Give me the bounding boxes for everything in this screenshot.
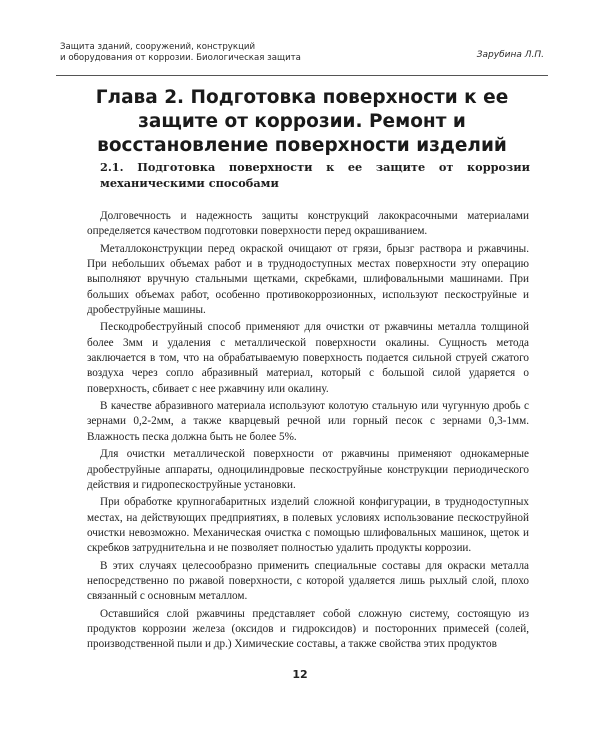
book-title-line-1: Защита зданий, сооружений, конструкций	[60, 42, 256, 52]
body-text	[87, 209, 529, 655]
header-divider	[56, 75, 548, 76]
book-title	[60, 42, 390, 64]
paragraph: В этих случаях целесообразно применить специальные составы для окраски металла непосредственно по ржавой поверхности, с которой удаляется лишь рыхлый слой, плохо связанный с основным металлом.	[87, 559, 529, 603]
paragraph: Оставшийся слой ржавчины представляет собой сложную систему, состоящую из продуктов коррозии железа (оксидов и гидроксидов) и посторонних примесей (солей, производственной пыли и др.) Химические составы, а также свойства этих продуктов	[87, 607, 529, 651]
page-number: 12	[292, 668, 308, 681]
paragraph: Для очистки металлической поверхности от ржавчины применяют однокамерные дробеструйные аппараты, одноцилиндровые пескоструйные конструкции периодического действия и гидропескоструйные установки.	[87, 448, 529, 491]
author-name: Зарубина Л.П.	[476, 50, 544, 60]
paragraph: В качестве абразивного материала используют колотую стальную или чугунную дробь с зернами 0,2-2мм, а также кварцевый речной или горный песок с зернами 0,3-1мм. Влажность песка должна быть не более 5%.	[87, 400, 529, 443]
paragraph: Пескодробеструйный способ применяют для очистки от ржавчины металла толщиной более 3мм и удаления с металлической поверхности окалины. Сущность метода заключается в том, что на обрабатываемую поверхность подается сильной струей сжатого воздуха через сопло абразивный материал, который с большой силой ударяется о поверхность, сбивает с нее ржавчину или окалину.	[87, 321, 529, 395]
paragraph: Металлоконструкции перед окраской очищают от грязи, брызг раствора и ржавчины. При небольших объемах работ и в труднодоступных местах поверхности эту операцию выполняют вручную стальными щетками, скребками, шлифовальными машинами. При больших объемах работ, особенно противокоррозионных, используют пескоструйные и дробеструйные машины.	[87, 242, 529, 316]
paragraph: При обработке крупногабаритных изделий сложной конфигурации, в труднодоступных местах, на действующих предприятиях, в полевых условиях использование пескоструйной очистки невозможно. Механическая очистка с помощью шлифовальных машинок, щеток и скребков затруднительна и не позволяет полностью удалить продукты коррозии.	[87, 496, 529, 555]
chapter-title: Глава 2. Подготовка поверхности к ее защите от коррозии. Ремонт и восстановление поверхности изделий	[95, 87, 509, 156]
book-title-line-2: и оборудования от коррозии. Биологическая защита	[60, 53, 301, 63]
paragraph: Долговечность и надежность защиты конструкций лакокрасочными материалами определяется качеством подготовки поверхности перед окрашиванием.	[87, 210, 529, 238]
section-title: 2.1. Подготовка поверхности к ее защите от коррозии механическими способами	[100, 160, 530, 190]
